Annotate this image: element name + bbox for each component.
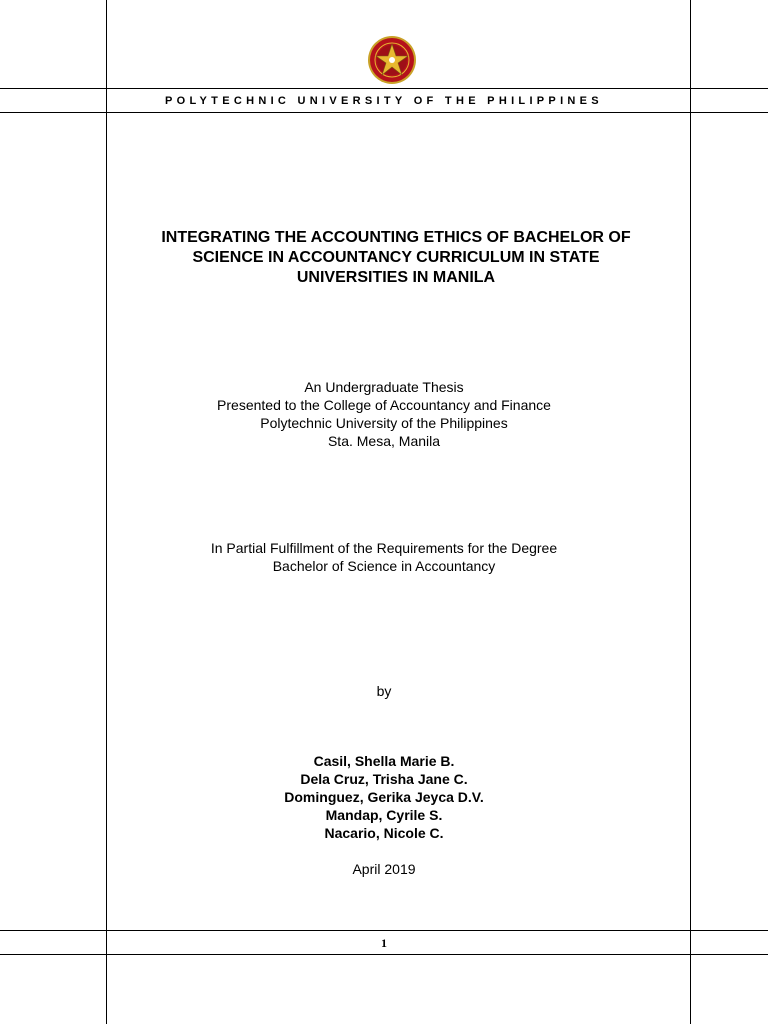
presentation-block — [0, 378, 768, 450]
header-rule-top — [0, 88, 768, 89]
submission-date: April 2019 — [352, 861, 416, 877]
authors-list — [0, 752, 768, 842]
author-name: Dominguez, Gerika Jeyca D.V. — [284, 789, 484, 805]
fulfillment-block — [0, 539, 768, 575]
fulfillment-line-2: Bachelor of Science in Accountancy — [272, 558, 496, 574]
thesis-title-line-2: SCIENCE IN ACCOUNTANCY CURRICULUM IN STATE — [192, 249, 600, 266]
author-name: Casil, Shella Marie B. — [313, 753, 455, 769]
presentation-line-2: Presented to the College of Accountancy and Finance — [217, 397, 551, 413]
by-label: by — [376, 683, 392, 699]
author-name: Nacario, Nicole C. — [324, 825, 444, 841]
presentation-line-3: Polytechnic University of the Philippines — [260, 415, 508, 431]
author-name: Dela Cruz, Trisha Jane C. — [300, 771, 468, 787]
institution-header: POLYTECHNIC UNIVERSITY OF THE PHILIPPINES — [165, 95, 603, 107]
fulfillment-line-1: In Partial Fulfillment of the Requirements for the Degree — [210, 540, 558, 556]
presentation-line-1: An Undergraduate Thesis — [304, 379, 464, 395]
thesis-title-line-1: INTEGRATING THE ACCOUNTING ETHICS OF BACHELOR OF — [161, 229, 631, 246]
footer-rule-bottom — [0, 954, 768, 955]
thesis-title — [120, 228, 672, 288]
author-name: Mandap, Cyrile S. — [325, 807, 443, 823]
presentation-line-4: Sta. Mesa, Manila — [327, 433, 441, 449]
header-rule-bottom — [0, 112, 768, 113]
footer-rule-top — [0, 930, 768, 931]
page-number: 1 — [381, 936, 387, 950]
university-seal-icon — [367, 35, 417, 85]
thesis-title-line-3: UNIVERSITIES IN MANILA — [296, 269, 496, 286]
